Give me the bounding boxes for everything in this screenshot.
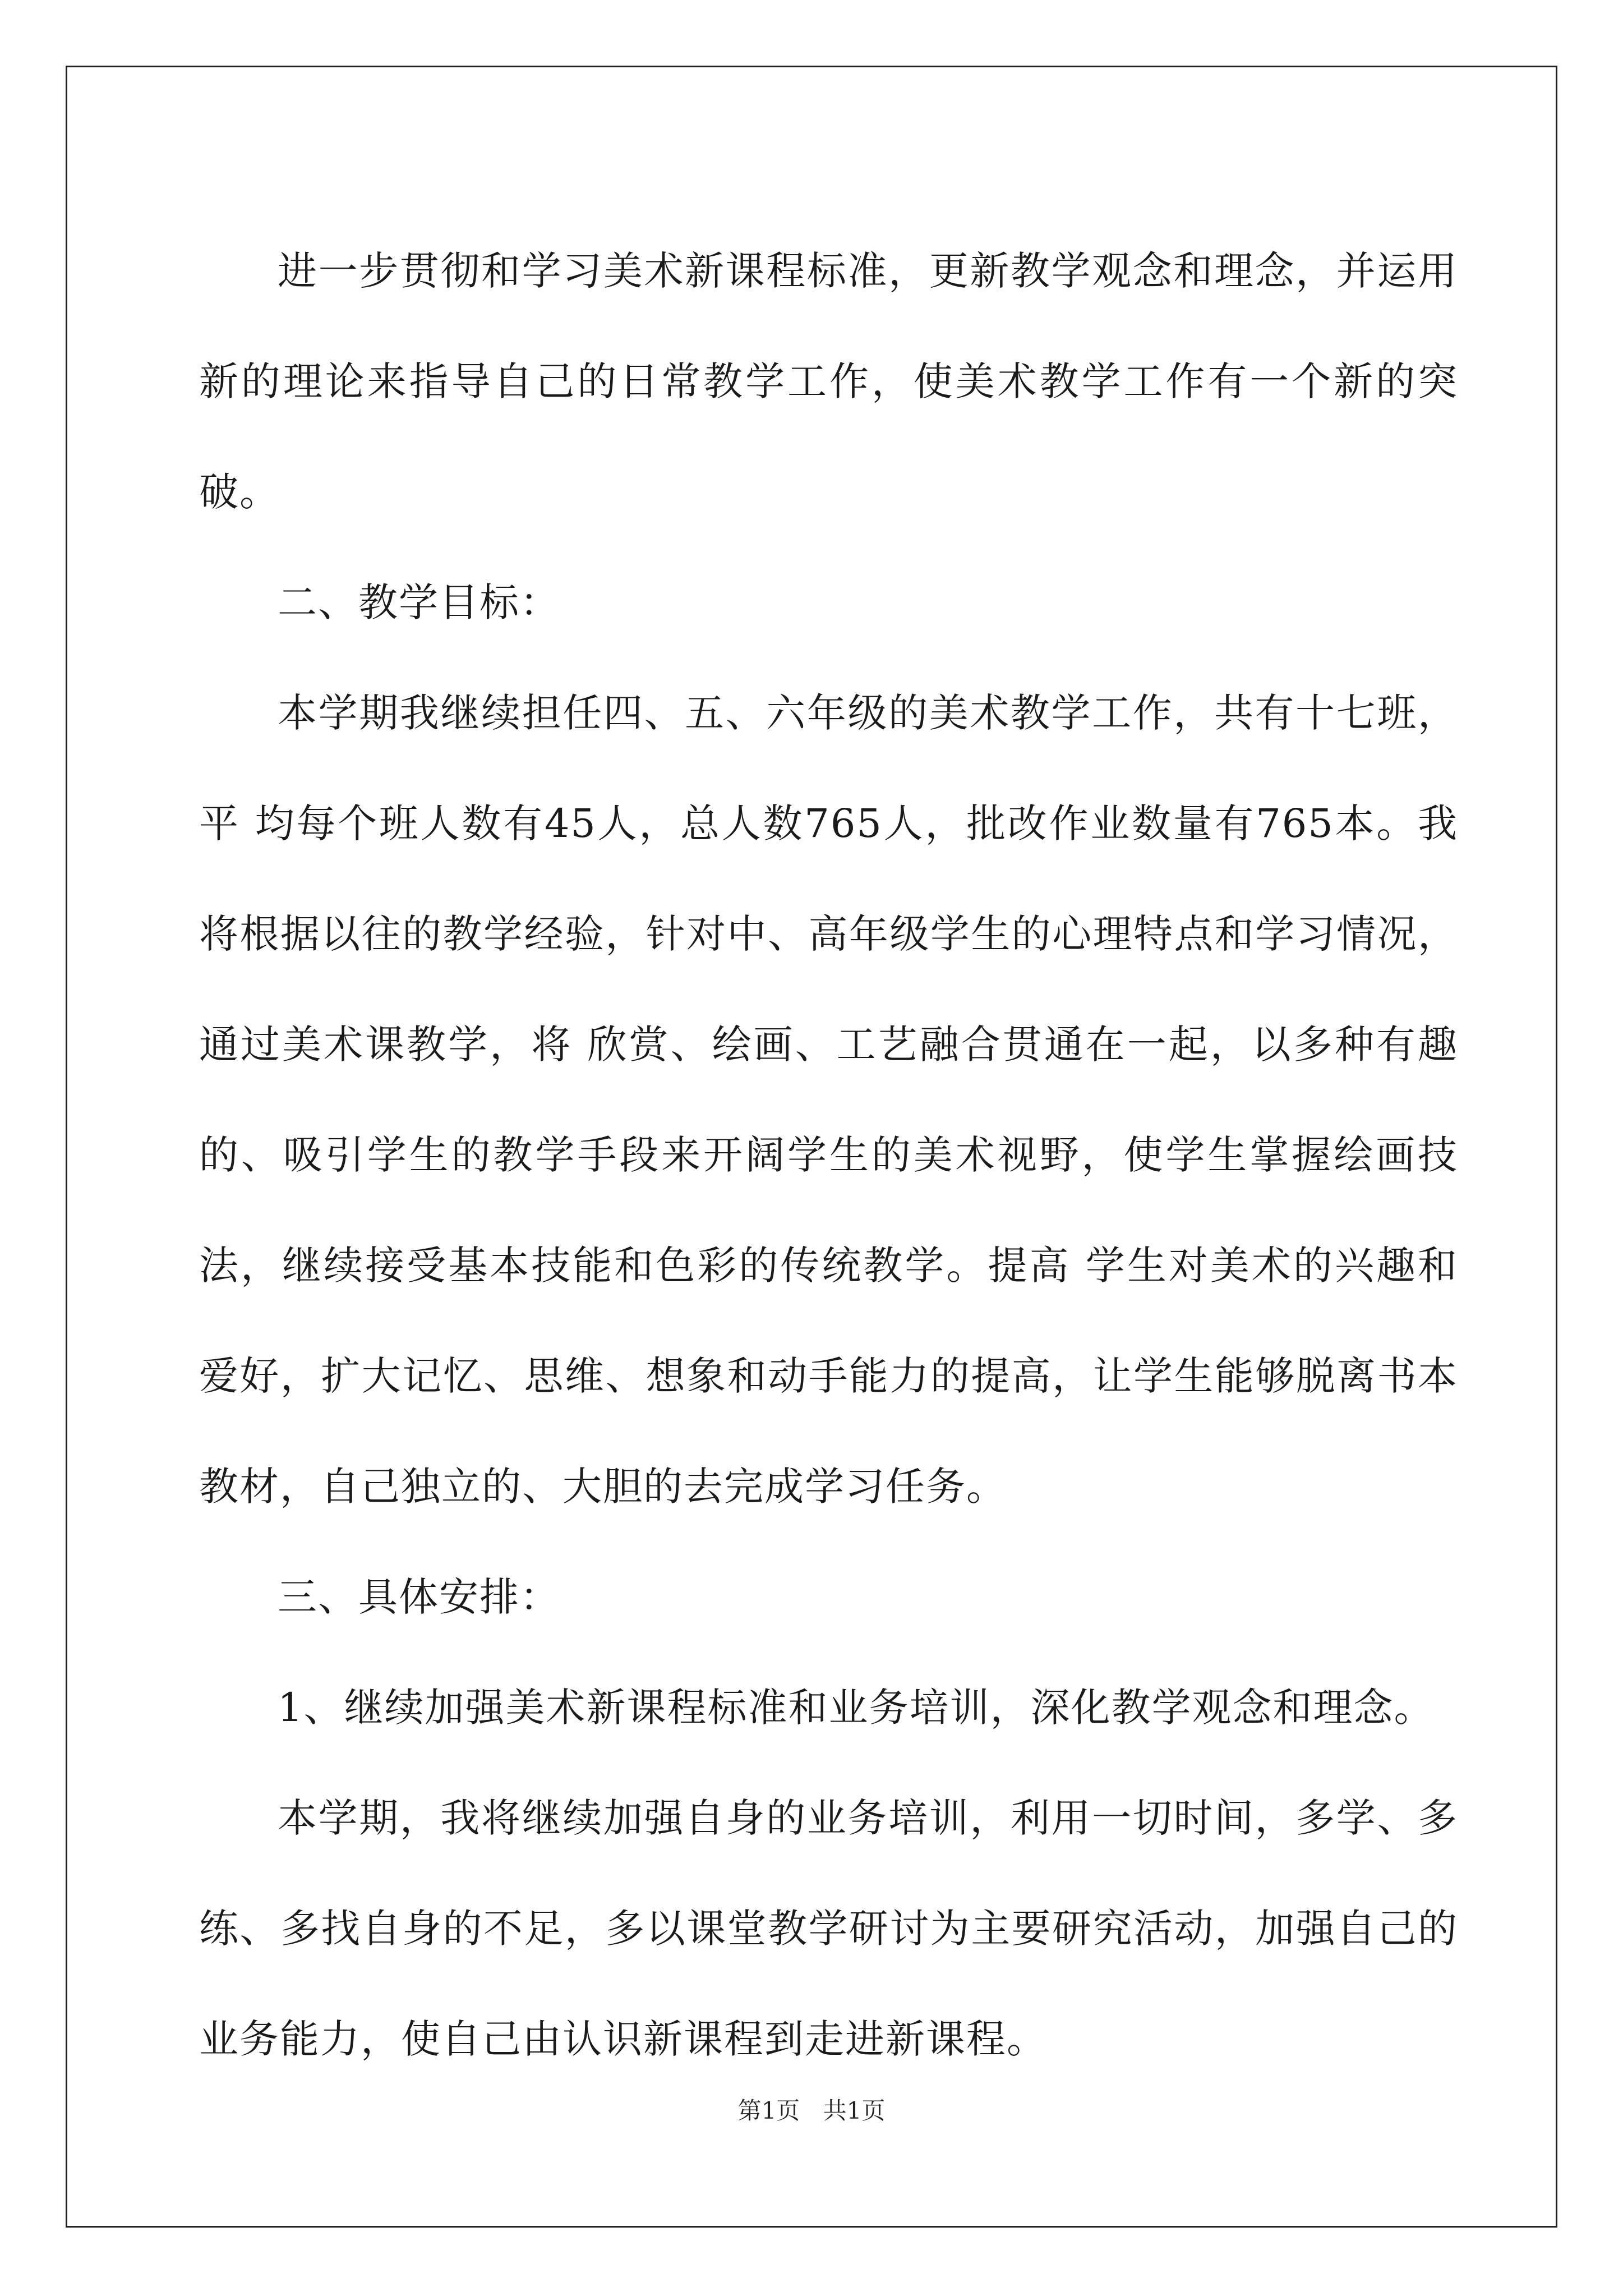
document-body (199, 216, 1458, 2095)
paragraph-training: 本学期，我将继续加强自身的业务培训，利用一切时间，多学、多练、多找自身的不足，多以课堂教学研讨为主要研究活动，加强自己的业务能力，使自己由认识新课程到走进新课程。 (199, 1795, 1458, 2062)
paragraph-item-1: 1、继续加强美术新课程标准和业务培训，深化教学观念和理念。 (278, 1685, 1435, 1731)
heading-specific-arrangements: 三、具体安排： (278, 1574, 560, 1620)
page-footer (0, 2092, 1623, 2126)
page-number-total: 共1页 (823, 2097, 886, 2124)
page-number-current: 第1页 (737, 2097, 800, 2124)
paragraph-intro: 进一步贯彻和学习美术新课程标准，更新教学观念和理念，并运用新的理论来指导自己的日常教学工作，使美术教学工作有一个新的突破。 (199, 248, 1458, 515)
paragraph-teaching-goals: 本学期我继续担任四、五、六年级的美术教学工作，共有十七班，平 均每个班人数有45人，总人数765人，批改作业数量有765本。我将根据以往的教学经验，针对中、高年级学生的心理特点和学习情况，通过美术课教学，将 欣赏、绘画、工艺融合贯通在一起，以多种有趣的、吸引学生的教学手段来开阔学生的美术视野，使学生掌握绘画技法，继续接受基本技能和色彩的传统教学。提高 学生对美术的兴趣和爱好，扩大记忆、思维、想象和动手能力的提高，让学生能够脱离书本教材，自己独立的、大胆的去完成学习任务。 (199, 690, 1458, 1510)
heading-teaching-goals: 二、教学目标： (278, 579, 560, 625)
